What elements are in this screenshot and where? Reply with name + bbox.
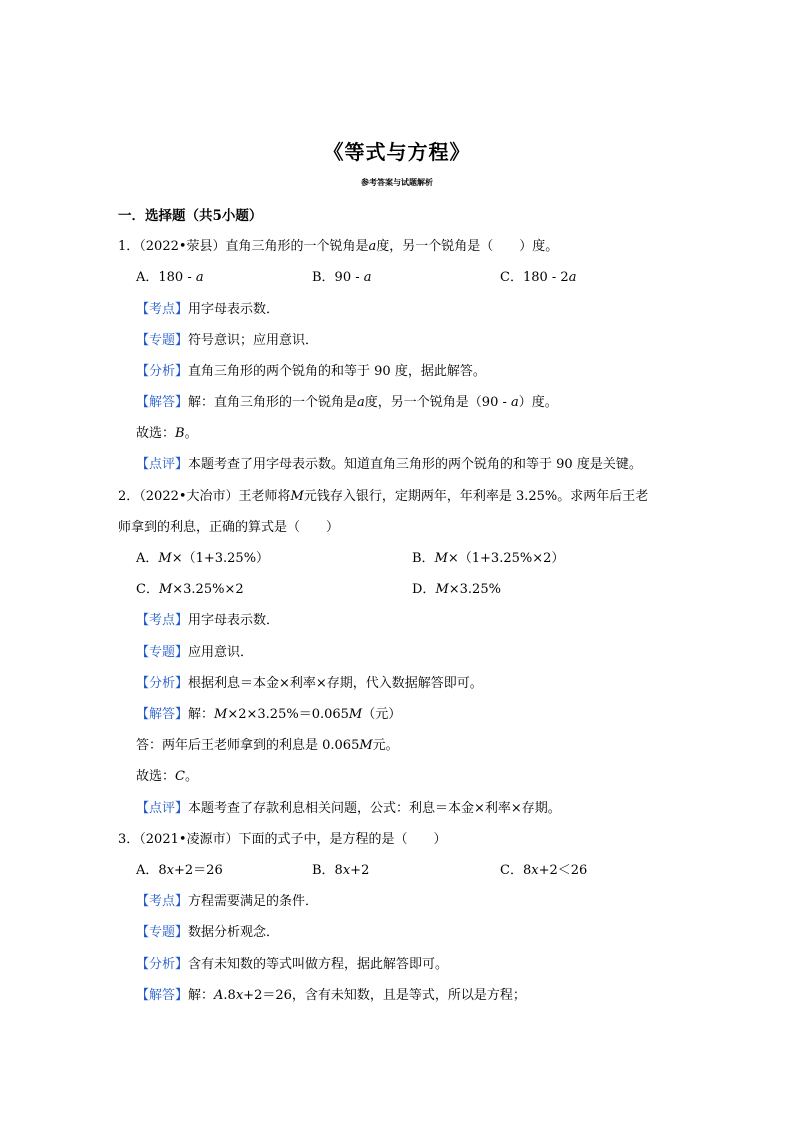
q1-stem-text: 1．（2022•荥县）直角三角形的一个锐角是 [118, 239, 369, 254]
kaodian-tag: 【考点】 [136, 613, 189, 628]
q1-kaodian: 【考点】用字母表示数． [136, 302, 280, 317]
q1-jieda: 【解答】解：直角三角形的一个锐角是a度，另一个锐角是（90 - a）度。 [136, 395, 558, 410]
jieda-tag: 【解答】 [136, 395, 189, 410]
jieda-tag: 【解答】 [136, 707, 189, 722]
q2-jieda: 【解答】解：M×2×3.25%＝0.065M（元） [136, 707, 402, 722]
jieda-tag: 【解答】 [136, 988, 189, 1003]
dianping-tag: 【点评】 [136, 457, 189, 472]
q1-dianping: 【点评】本题考查了用字母表示数。知道直角三角形的两个锐角的和等于 90 度是关键。 [136, 457, 642, 472]
q1-stem [118, 238, 558, 256]
kaodian-tag: 【考点】 [136, 302, 189, 317]
q1-guxuan: 故选：B。 [136, 426, 198, 441]
q2-stem-line2: 师拿到的利息，正确的算式是（ ） [118, 520, 340, 535]
q1-stem-text-end: 度，另一个锐角是（ ）度。 [376, 239, 559, 254]
document-subtitle: 参考答案与试题解析 [361, 177, 433, 187]
q1-zhuanti: 【专题】符号意识；应用意识． [136, 333, 319, 348]
zhuanti-tag: 【专题】 [136, 925, 189, 940]
q3-option-c: C．8x+2＜26 [500, 863, 588, 878]
zhuanti-tag: 【专题】 [136, 645, 189, 660]
q2-option-d: D．M×3.25% [412, 582, 501, 597]
section-heading: 一．选择题（共5小题） [118, 208, 263, 224]
zhuanti-tag: 【专题】 [136, 333, 189, 348]
q3-fenxi: 【分析】含有未知数的等式叫做方程，据此解答即可。 [136, 957, 449, 972]
q1-fenxi: 【分析】直角三角形的两个锐角的和等于 90 度，据此解答。 [136, 364, 486, 379]
fenxi-tag: 【分析】 [136, 957, 189, 972]
q3-jieda: 【解答】解：A.8x+2＝26，含有未知数，且是等式，所以是方程； [136, 988, 526, 1003]
fenxi-tag: 【分析】 [136, 364, 189, 379]
q3-zhuanti: 【专题】数据分析观念． [136, 925, 280, 940]
q1-option-a: A．180 - a [136, 270, 204, 285]
q2-dianping: 【点评】本题考查了存款利息相关问题，公式：利息＝本金×利率×存期。 [136, 801, 561, 816]
document-title: 《等式与方程》 [323, 140, 471, 164]
q2-fenxi: 【分析】根据利息＝本金×利率×存期，代入数据解答即可。 [136, 676, 483, 691]
q3-stem: 3．（2021•凌源市）下面的式子中，是方程的是（ ） [118, 832, 447, 847]
q2-option-b: B．M×（1+3.25%×2） [412, 551, 565, 566]
q2-kaodian: 【考点】用字母表示数． [136, 613, 280, 628]
dianping-tag: 【点评】 [136, 801, 189, 816]
q1-option-b: B．90 - a [312, 270, 372, 285]
q3-kaodian: 【考点】方程需要满足的条件． [136, 894, 319, 909]
q1-option-c: C．180 - 2a [500, 270, 577, 285]
q2-answer: 答：两年后王老师拿到的利息是 0.065M元。 [136, 738, 399, 753]
q2-option-a: A．M×（1+3.25%） [136, 551, 270, 566]
q1-var: a [368, 239, 377, 254]
q3-option-a: A．8x+2＝26 [136, 863, 223, 878]
q2-zhuanti: 【专题】应用意识． [136, 645, 254, 660]
q3-option-b: B．8x+2 [312, 863, 370, 878]
q2-option-c: C．M×3.25%×2 [136, 582, 244, 597]
q2-guxuan: 故选：C。 [136, 769, 198, 784]
kaodian-tag: 【考点】 [136, 894, 189, 909]
q2-stem: 2．（2022•大冶市）王老师将M元钱存入银行，定期两年，年利率是 3.25%。求两年后王老 [118, 489, 649, 504]
fenxi-tag: 【分析】 [136, 676, 189, 691]
